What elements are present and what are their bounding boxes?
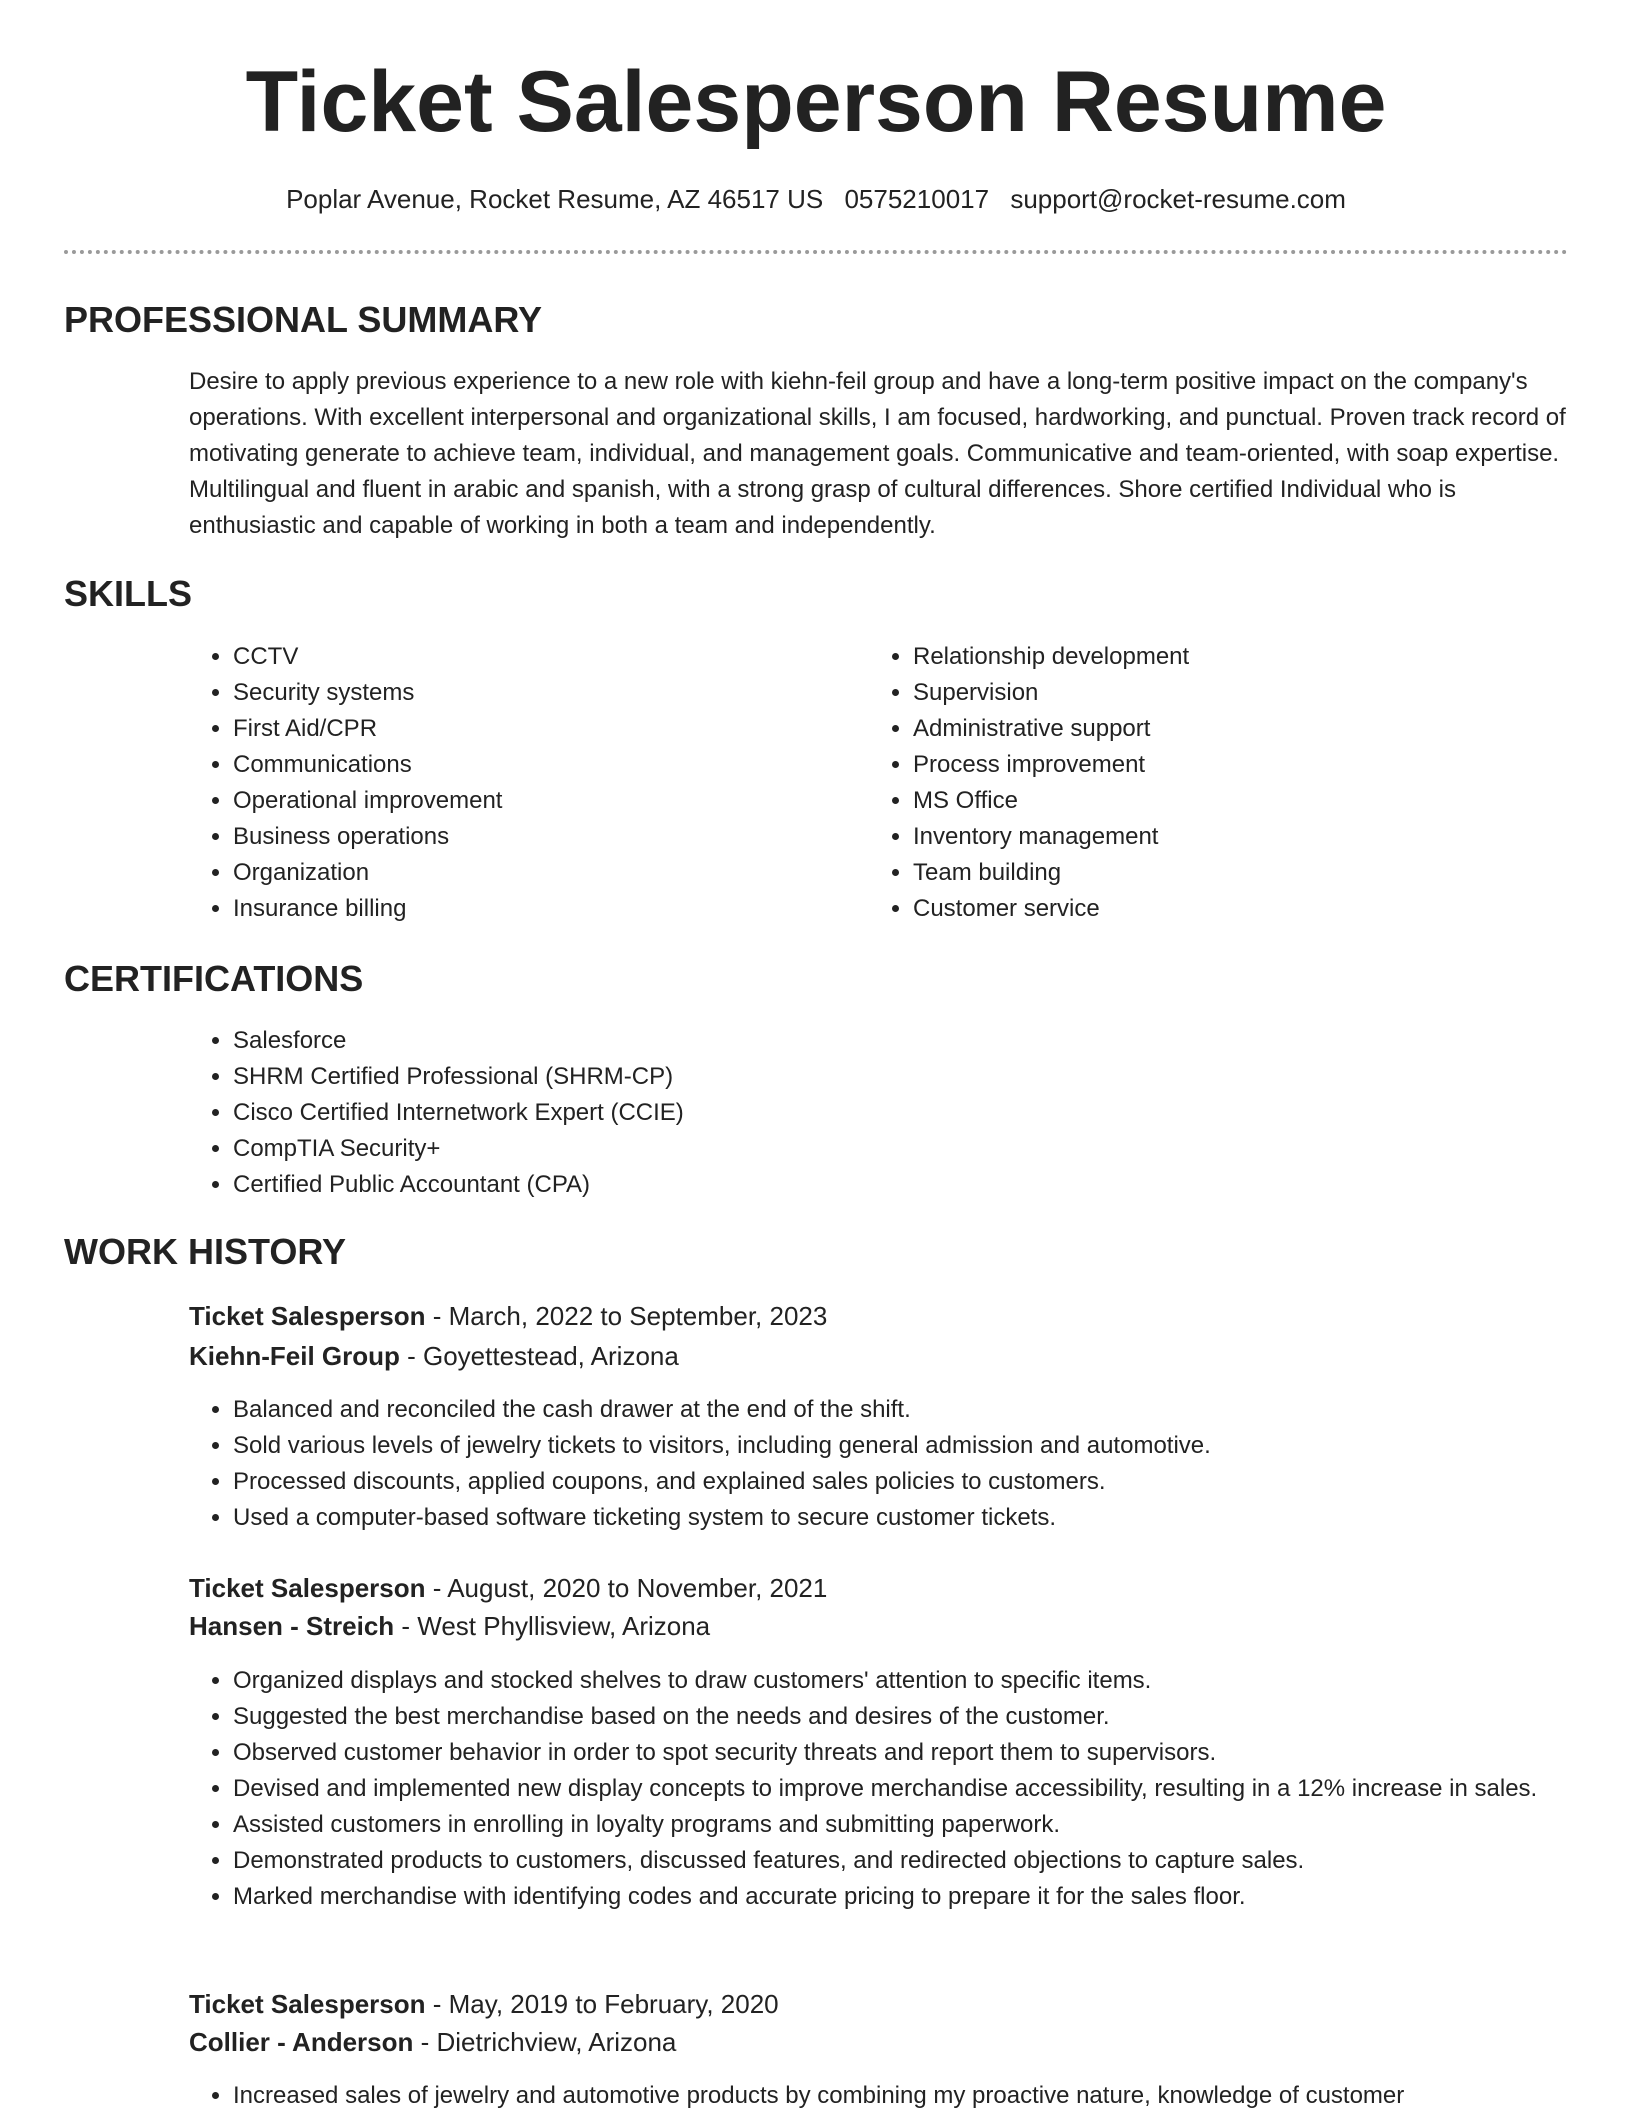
resume-title: Ticket Salesperson Resume: [245, 54, 1387, 150]
skill-item: • Inventory management: [913, 819, 1533, 855]
skill-item: • Process improvement: [913, 747, 1533, 783]
skill-item: • Operational improvement: [233, 783, 853, 819]
job-title-line: Ticket Salesperson - August, 2020 to November, 2021: [189, 1573, 828, 1603]
job-duties-list: [189, 1392, 1593, 1536]
summary-heading: PROFESSIONAL SUMMARY: [64, 299, 543, 340]
job-title-line: Ticket Salesperson - May, 2019 to February, 2020: [189, 1989, 779, 2019]
job-title: Ticket Salesperson: [189, 1573, 426, 1603]
duty-item: • Processed discounts, applied coupons, and explained sales policies to customers.: [233, 1464, 1593, 1500]
duty-item: • Increased sales of jewelry and automotive products by combining my proactive nature, knowledge of customer: [233, 2078, 1593, 2112]
job-company: Kiehn-Feil Group: [189, 1341, 400, 1371]
summary-text: Desire to apply previous experience to a new role with kiehn-feil group and have a long-term positive impact on the company's operations. With excellent interpersonal and organizational skills, I am focused, hardworking, and punctual. Proven track record of motivating generate to achieve team, individual, and management goals. Communicative and team-oriented, with soap expertise. Multilingual and fluent in arabic and spanish, with a strong grasp of cultural differences. Shore certified Individual who is enthusiastic and capable of working in both a team and independently.: [189, 368, 1566, 539]
duty-item: • Organized displays and stocked shelves to draw customers' attention to specific items.: [233, 1663, 1593, 1699]
skill-item: • Relationship development: [913, 639, 1533, 675]
skill-item: • MS Office: [913, 783, 1533, 819]
job-location: Goyettestead, Arizona: [423, 1341, 679, 1371]
job-company-line: Hansen - Streich - West Phyllisview, Arizona: [189, 1611, 711, 1641]
job-title-line: Ticket Salesperson - March, 2022 to September, 2023: [189, 1301, 828, 1331]
skills-heading: SKILLS: [64, 573, 193, 614]
skills-list-right: [869, 639, 1533, 927]
job-company: Hansen - Streich: [189, 1611, 395, 1641]
skill-item: • Security systems: [233, 675, 853, 711]
contact-line: [0, 182, 1632, 216]
header-divider: [64, 250, 1568, 254]
job-dates: March, 2022 to September, 2023: [448, 1301, 828, 1331]
certification-item: • Salesforce: [233, 1023, 1133, 1059]
job-duties-list: [189, 1663, 1593, 1915]
duty-item: • Sold various levels of jewelry tickets to visitors, including general admission and automotive.: [233, 1428, 1593, 1464]
skills-list-left: [189, 639, 853, 927]
certification-item: • CompTIA Security+: [233, 1131, 1133, 1167]
skill-item: • First Aid/CPR: [233, 711, 853, 747]
certifications-heading: CERTIFICATIONS: [64, 958, 364, 999]
skill-item: • Customer service: [913, 891, 1533, 927]
job-company-line: Collier - Anderson - Dietrichview, Arizona: [189, 2027, 677, 2057]
skill-item: • Insurance billing: [233, 891, 853, 927]
job-dates: May, 2019 to February, 2020: [448, 1989, 779, 2019]
job-company: Collier - Anderson: [189, 2027, 414, 2057]
certification-item: • Cisco Certified Internetwork Expert (CCIE): [233, 1095, 1133, 1131]
duty-item: • Observed customer behavior in order to spot security threats and report them to supervisors.: [233, 1735, 1593, 1771]
certification-item: • Certified Public Accountant (CPA): [233, 1167, 1133, 1203]
duty-item: • Assisted customers in enrolling in loyalty programs and submitting paperwork.: [233, 1807, 1593, 1843]
skill-item: • Team building: [913, 855, 1533, 891]
job-dates: August, 2020 to November, 2021: [447, 1573, 828, 1603]
job-location: Dietrichview, Arizona: [436, 2027, 677, 2057]
duty-item: • Devised and implemented new display concepts to improve merchandise accessibility, resulting in a 12% increase in sales.: [233, 1771, 1593, 1807]
duty-item: • Marked merchandise with identifying codes and accurate pricing to prepare it for the sales floor.: [233, 1879, 1593, 1915]
skill-item: • Communications: [233, 747, 853, 783]
job-duties-list: [189, 2078, 1593, 2112]
skill-item: • Administrative support: [913, 711, 1533, 747]
certifications-list: [189, 1023, 1133, 1203]
duty-item: • Demonstrated products to customers, discussed features, and redirected objections to capture sales.: [233, 1843, 1593, 1879]
contact-email: support@rocket-resume.com: [1010, 184, 1346, 214]
skill-item: • Supervision: [913, 675, 1533, 711]
contact-phone: 0575210017: [844, 184, 990, 214]
job-title: Ticket Salesperson: [189, 1301, 426, 1331]
job-title: Ticket Salesperson: [189, 1989, 426, 2019]
contact-address: Poplar Avenue, Rocket Resume, AZ 46517 US: [286, 184, 824, 214]
job-location: West Phyllisview, Arizona: [417, 1611, 711, 1641]
certification-item: • SHRM Certified Professional (SHRM-CP): [233, 1059, 1133, 1095]
job-company-line: Kiehn-Feil Group - Goyettestead, Arizona: [189, 1341, 679, 1371]
skill-item: • Business operations: [233, 819, 853, 855]
duty-item: • Used a computer-based software ticketing system to secure customer tickets.: [233, 1500, 1593, 1536]
skill-item: • Organization: [233, 855, 853, 891]
skill-item: • CCTV: [233, 639, 853, 675]
duty-item: • Balanced and reconciled the cash drawer at the end of the shift.: [233, 1392, 1593, 1428]
duty-item: • Suggested the best merchandise based on the needs and desires of the customer.: [233, 1699, 1593, 1735]
work-history-heading: WORK HISTORY: [64, 1231, 347, 1272]
